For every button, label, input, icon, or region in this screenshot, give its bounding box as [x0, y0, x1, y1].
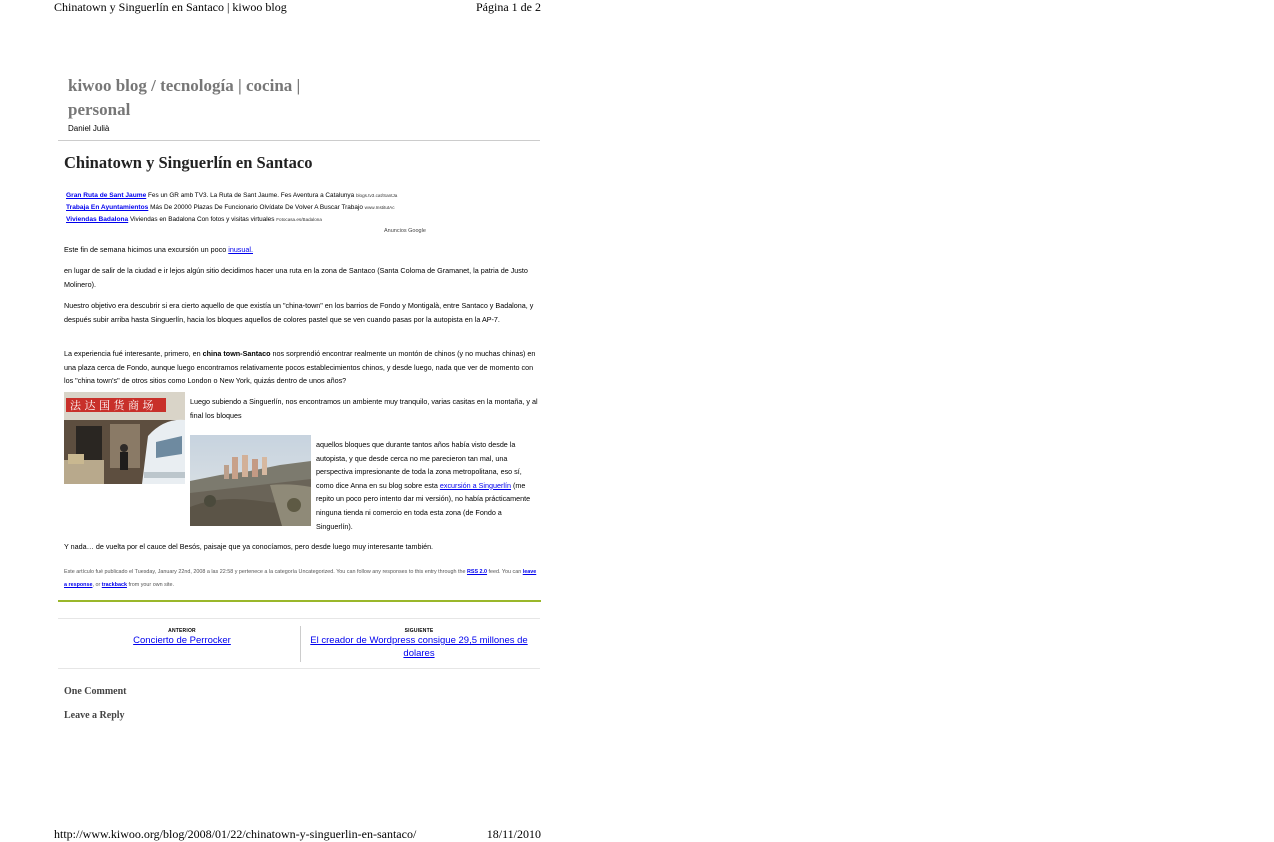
paragraph: en lugar de salir de la ciudad e ir lejos algún sitio decidimos hacer una ruta en la zona de Santaco (Santa Coloma de Gramanet, la patria de Justo Molinero). — [64, 266, 528, 289]
prev-post-link[interactable]: Concierto de Perrocker — [133, 635, 231, 646]
paragraph: La experiencia fué interesante, primero, en china town-Santaco nos sorprendió encontrar realmente un montón de chinos (y no muchas chinas) en una plaza cerca de Fondo, aunque luego encontramos relativamente pocos establecimientos chinos, y desde luego, nada que ver de momento con los "china town's" de otros sitios como London o New York, quizás dentro de unos años? — [64, 349, 536, 386]
print-url: http://www.kiwoo.org/blog/2008/01/22/chinatown-y-singuerlin-en-santaco/ — [54, 827, 417, 841]
print-date: 18/11/2010 — [486, 827, 541, 841]
ad-item: Viviendas Badalona Viviendas en Badalona Con fotos y visitas virtuales Fotocasa.es/Badalona — [66, 216, 322, 223]
ads-by-google[interactable]: Anuncios Google — [384, 228, 426, 234]
ad-link[interactable]: Gran Ruta de Sant Jaume — [66, 192, 147, 199]
divider — [58, 600, 541, 602]
leave-response-link[interactable]: leave a response — [64, 569, 537, 588]
print-page-title: Chinatown y Singuerlín en Santaco | kiwoo blog — [54, 0, 287, 14]
inusual-link[interactable]: inusual. — [228, 245, 253, 254]
comments-heading: One Comment — [64, 686, 127, 697]
prev-post — [64, 628, 300, 647]
post-title: Chinatown y Singuerlín en Santaco — [64, 153, 313, 172]
divider — [58, 668, 540, 669]
paragraph: Y nada… de vuelta por el cauce del Besós, paisaje que ya conocíamos, pero desde luego muy interesante también. — [64, 542, 434, 551]
next-post — [302, 628, 536, 660]
next-post-link[interactable]: El creador de Wordpress consigue 29,5 millones de dolares — [310, 635, 528, 659]
ad-link[interactable]: Viviendas Badalona — [66, 216, 129, 223]
divider — [58, 140, 540, 141]
anna-blog-link[interactable]: excursión a Singuerlín — [439, 480, 511, 490]
prev-label: ANTERIOR — [168, 628, 196, 634]
nav-separator — [300, 626, 301, 662]
google-ads-block — [66, 190, 431, 234]
rss-link[interactable]: RSS 2.0 — [466, 569, 488, 575]
paragraph: aquellos bloques que durante tantos años había visto desde la autopista, y que desde cerca no me parecieron tan mal, una perspectiva impresionante de toda la zona metropolitana, eso sí, como dice Anna en su blog sobre esta excursión a Singuerlín (me repito un poco pero intento dar mi versión), no había prácticamente ninguna tienda ni comercio en toda esta zona (de Fondo a Singuerlín). — [316, 440, 531, 531]
reply-heading: Leave a Reply — [64, 710, 125, 721]
ad-item: Gran Ruta de Sant Jaume Fes un GR amb TV3. La Ruta de Sant Jaume. Fes Aventura a Catalunya blogs.tv3.cat/SantJa — [66, 192, 398, 199]
paragraph: Luego subiendo a Singuerlín, nos encontramos un ambiente muy tranquilo, varias casitas en la montaña, y al final los bloques — [190, 397, 538, 420]
ad-link[interactable]: Trabaja En Ayuntamientos — [66, 204, 149, 211]
paragraph: Nuestro objetivo era descubrir si era cierto aquello de que existía un "china-town" en los barrios de Fondo y Montigalà, entre Santaco y Badalona, y después subir arriba hasta Singuerlín, hacia los bloques aquellos de colores pastel que se ven cuando pasas por la autopista en la AP-7. — [64, 301, 534, 324]
trackback-link[interactable]: trackback — [101, 582, 127, 588]
post-meta: Este artículo fué publicado el Tuesday, January 22nd, 2008 a las 22:58 y pertenece a la categoría Uncategorized. You can follow any responses to this entry through the RSS 2.0 feed. You can leave a response, or trackback from your own site. — [64, 569, 537, 588]
next-label: SIGUIENTE — [404, 628, 434, 634]
ad-item: Trabaja En Ayuntamientos Más De 20000 Plazas De Funcionario Olvídate De Volver A Buscar Trabajo www.InstitutAc — [66, 204, 395, 211]
blog-author: Daniel Julià — [68, 124, 110, 133]
divider — [58, 618, 540, 619]
print-page-number: Página 1 de 2 — [476, 0, 541, 14]
singuerlin-blocks-photo — [190, 435, 311, 526]
blog-title[interactable]: kiwoo blog / tecnología | cocina | personal — [68, 76, 301, 119]
paragraph: Este fin de semana hicimos una excursión un poco inusual. — [64, 245, 253, 254]
chinatown-shop-photo — [64, 392, 185, 484]
svg-text:法 达 国 货 商 场: 法 达 国 货 商 场 — [70, 399, 154, 412]
